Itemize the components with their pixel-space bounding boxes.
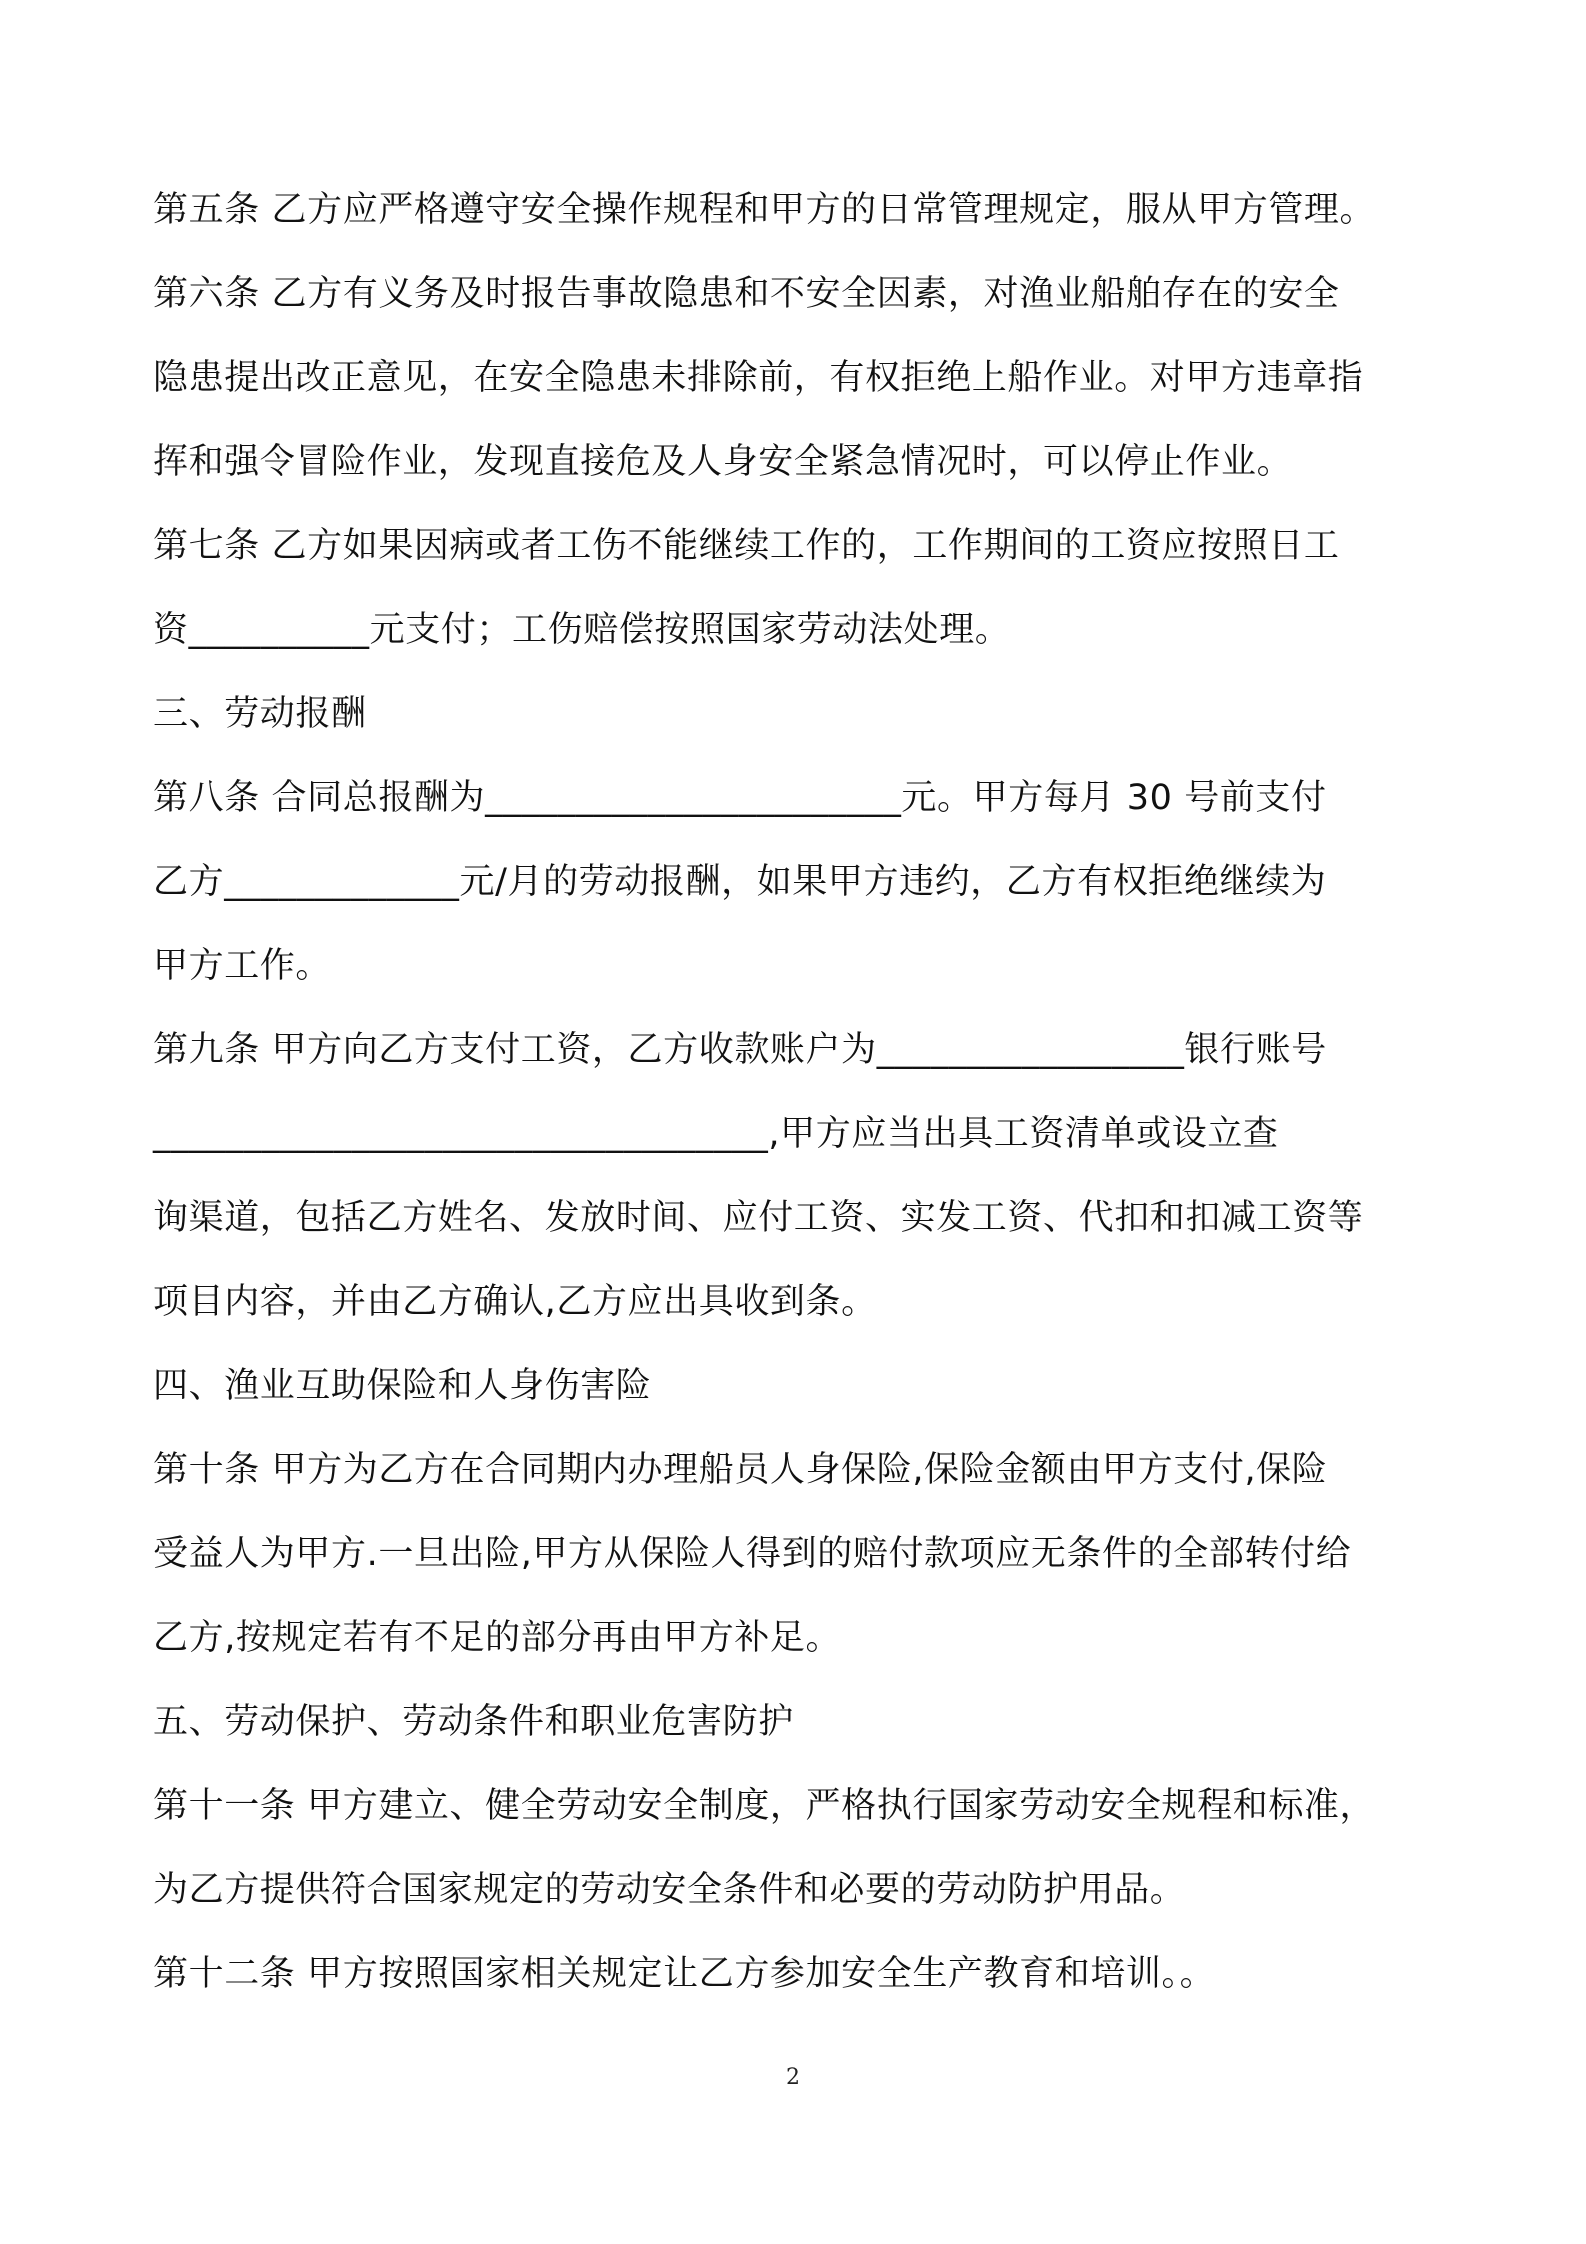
text-line: 询渠道，包括乙方姓名、发放时间、应付工资、实发工资、代扣和扣减工资等 [153, 1198, 1364, 1238]
text-line: __________________________________,甲方应当出具工资清单或设立查 [153, 1114, 1279, 1154]
text-line: 第九条 甲方向乙方支付工资，乙方收款账户为_________________银行账号 [153, 1030, 1327, 1070]
text-line: 第五条 乙方应严格遵守安全操作规程和甲方的日常管理规定，服从甲方管理。 [153, 190, 1376, 230]
text-line: 第六条 乙方有义务及时报告事故隐患和不安全因素，对渔业船舶存在的安全 [153, 274, 1340, 314]
text-line: 受益人为甲方.一旦出险,甲方从保险人得到的赔付款项应无条件的全部转付给 [153, 1534, 1352, 1574]
section-heading: 四、渔业互助保险和人身伤害险 [153, 1366, 652, 1406]
text-line: 资__________元支付；工伤赔偿按照国家劳动法处理。 [153, 610, 1011, 650]
text-line: 隐患提出改正意见，在安全隐患未排除前，有权拒绝上船作业。对甲方违章指 [153, 358, 1364, 398]
document-body [153, 168, 1423, 2016]
text-line: 挥和强令冒险作业，发现直接危及人身安全紧急情况时，可以停止作业。 [153, 442, 1293, 482]
text-line: 为乙方提供符合国家规定的劳动安全条件和必要的劳动防护用品。 [153, 1870, 1186, 1910]
section-heading: 三、劳动报酬 [153, 694, 367, 734]
text-line: 第十一条 甲方建立、健全劳动安全制度，严格执行国家劳动安全规程和标准， [153, 1786, 1376, 1826]
text-line: 项目内容，并由乙方确认,乙方应出具收到条。 [153, 1282, 877, 1322]
text-line: 甲方工作。 [153, 946, 332, 986]
text-line: 第八条 合同总报酬为_______________________元。甲方每月 30 号前支付 [153, 778, 1327, 818]
text-line: 第七条 乙方如果因病或者工伤不能继续工作的，工作期间的工资应按照日工 [153, 526, 1340, 566]
page-number: 2 [786, 2065, 800, 2090]
text-line: 乙方_____________元/月的劳动报酬，如果甲方违约，乙方有权拒绝继续为 [153, 862, 1327, 902]
text-line: 第十条 甲方为乙方在合同期内办理船员人身保险,保险金额由甲方支付,保险 [153, 1450, 1328, 1490]
text-line: 乙方,按规定若有不足的部分再由甲方补足。 [153, 1618, 842, 1658]
text-line: 第十二条 甲方按照国家相关规定让乙方参加安全生产教育和培训。。 [153, 1954, 1216, 1994]
section-heading: 五、劳动保护、劳动条件和职业危害防护 [153, 1702, 794, 1742]
